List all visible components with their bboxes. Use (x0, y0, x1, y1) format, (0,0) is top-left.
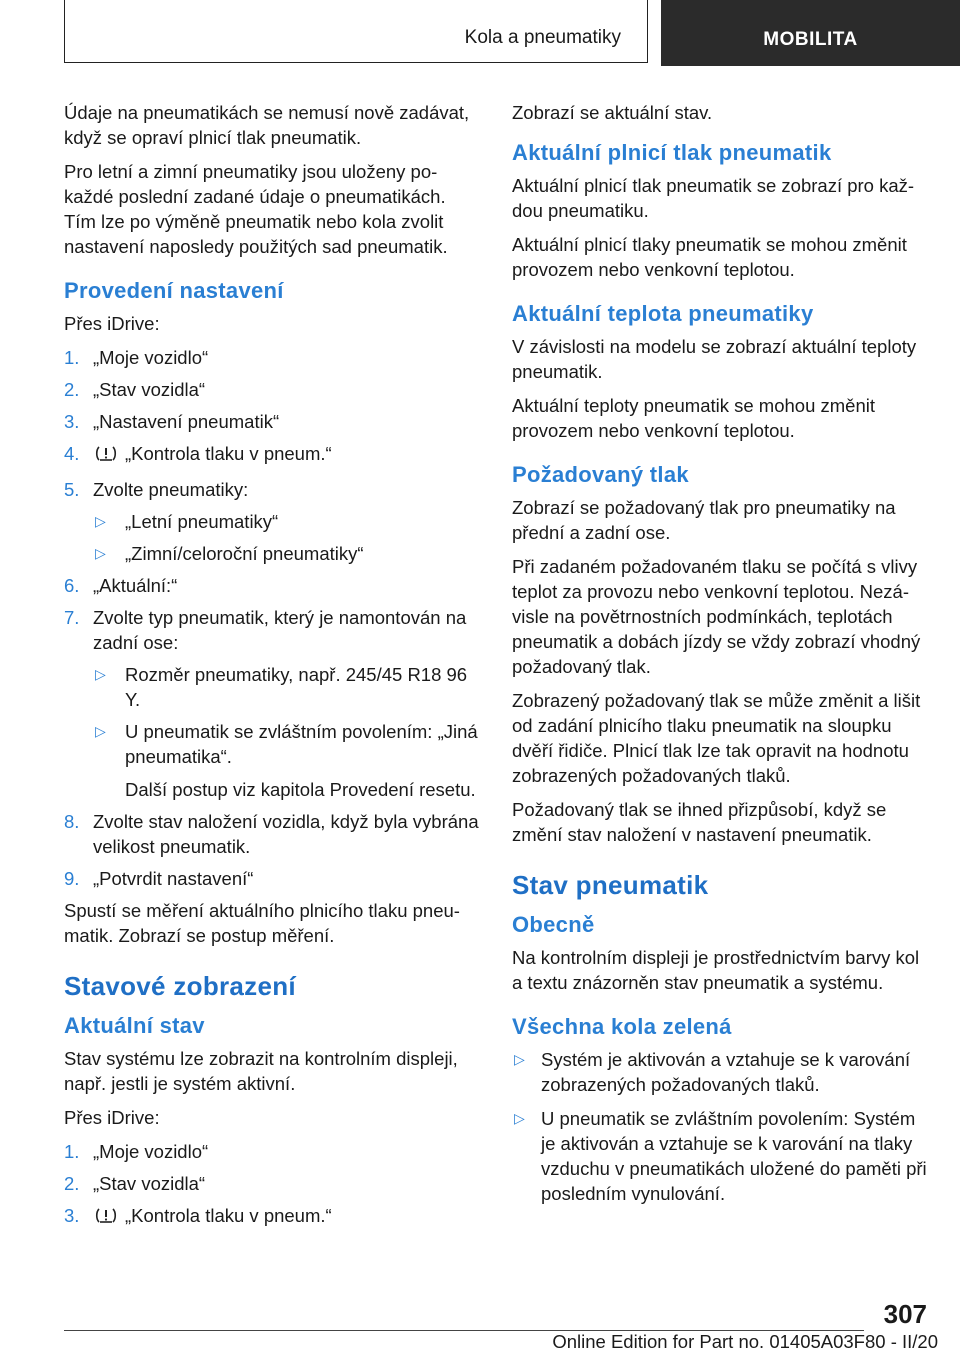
bullet-triangle-icon: ▷ (95, 666, 106, 682)
paragraph: Stav systému lze zobrazit na kontrolním displeji, např. jestli je systém aktivní. (64, 1048, 458, 1094)
sub-list-item (93, 509, 482, 534)
heading-current-pressure: Aktuální plnicí tlak pneumatik (512, 140, 832, 165)
step-text: „Moje vozidlo“ (93, 347, 209, 368)
paragraph: Aktuální plnicí tlak pneumatik se zobrazí pro kaž‐ dou pneumatiku. (512, 175, 915, 221)
step-number: 3. (64, 411, 80, 432)
step-text: „Kontrola tlaku v pneum.“ (125, 443, 332, 464)
edition-line: Online Edition for Part no. 01405A03F80 - II/20 (552, 1331, 938, 1352)
step-number: 1. (64, 347, 80, 368)
list-item (64, 441, 482, 470)
step-number: 3. (64, 1205, 80, 1226)
setup-steps (64, 345, 482, 891)
step-text: Zvolte pneumatiky: (93, 479, 249, 500)
list-item (64, 866, 482, 891)
bullet-triangle-icon: ▷ (95, 545, 106, 561)
heading-setup: Provedení nastavení (64, 278, 284, 303)
heading-current-temperature: Aktuální teplota pneumatiky (512, 301, 814, 326)
bullet-triangle-icon: ▷ (514, 1110, 525, 1126)
sub-item-text: „Letní pneumatiky“ (125, 511, 279, 532)
list-item (64, 809, 482, 859)
sub-list (93, 509, 482, 566)
paragraph: Pro letní a zimní pneumatiky jsou uloženy po‐ každé poslední zadané údaje o pneumatikách. Tím lze po výměně pneumatik nebo kola zvolit nastavení naposledy použitých sad pneumatik. (64, 161, 448, 257)
page-number: 307 (883, 1299, 927, 1329)
step-number: 9. (64, 868, 80, 889)
list-item (64, 345, 482, 370)
sub-item-text: „Zimní/celoroční pneumatiky“ (125, 543, 364, 564)
tire-pressure-warning-icon (95, 444, 117, 470)
sub-list-item (93, 541, 482, 566)
step-number: 4. (64, 443, 80, 464)
step-text: „Stav vozidla“ (93, 379, 206, 400)
heading-all-wheels-green: Všechna kola zelená (512, 1014, 732, 1039)
sub-item-text: Rozměr pneumatiky, např. 245/45 R18 96 Y. (125, 664, 468, 710)
heading-status-display: Stavové zobrazení (64, 971, 296, 1001)
bullet-triangle-icon: ▷ (514, 1051, 525, 1067)
step-text: „Potvrdit nastavení“ (93, 868, 254, 889)
list-item (64, 1203, 482, 1232)
list-item (64, 377, 482, 402)
bullet-triangle-icon: ▷ (95, 723, 106, 739)
step-text: „Nastavení pneumatik“ (93, 411, 280, 432)
step-number: 2. (64, 379, 80, 400)
heading-tire-state: Stav pneumatik (512, 870, 709, 900)
heading-current-status: Aktuální stav (64, 1013, 205, 1038)
step-text: „Kontrola tlaku v pneum.“ (125, 1205, 332, 1226)
paragraph: Při zadaném požadovaném tlaku se počítá s vlivy teplot za provozu nebo venkovní teplotou. Nezá‐ visle na povětrnostních podmínkách, teplotách pneumatik a dobách jízdy se vždy zobrazí vhodný požadovaný tlak. (512, 556, 921, 677)
step-text: „Stav vozidla“ (93, 1173, 206, 1194)
right-column (512, 100, 930, 1215)
list-item (64, 409, 482, 434)
step-text: Zvolte stav naložení vozidla, když byla vybrána velikost pneumatik. (93, 811, 479, 857)
step-number: 8. (64, 811, 80, 832)
list-item (64, 605, 482, 802)
list-item (512, 1106, 930, 1206)
step-text: Zvolte typ pneumatik, který je namontován na zadní ose: (93, 607, 467, 653)
paragraph: Zobrazený požadovaný tlak se může změnit a lišit od zadání plnicího tlaku pneumatik na sloupku dvěří řidiče. Plnicí tlak lze tak opravit na hodnotu zobrazených požadovaných tlaků. (512, 690, 921, 786)
heading-target-pressure: Požadovaný tlak (512, 462, 689, 487)
heading-general: Obecně (512, 912, 595, 937)
paragraph: Přes iDrive: (64, 1107, 160, 1128)
list-item-text: U pneumatik se zvláštním povolením: Systém je aktivován a vztahuje se k varování na tlaky vzduchu v pneumatikách uložené do paměti při posledním vynulování. (541, 1108, 927, 1204)
step-number: 5. (64, 479, 80, 500)
paragraph: Přes iDrive: (64, 313, 160, 334)
list-item-text: Systém je aktivován a vztahuje se k varování zobrazených požadovaných tlaků. (541, 1049, 911, 1095)
sub-list (93, 662, 482, 802)
list-item (64, 1139, 482, 1164)
step-number: 7. (64, 607, 80, 628)
left-column (64, 100, 482, 1239)
list-item (512, 1047, 930, 1097)
page-header (0, 0, 960, 66)
header-frame (64, 0, 648, 63)
tire-pressure-warning-icon (95, 1206, 117, 1232)
chapter-tab-label: MOBILITA (763, 29, 858, 50)
status-steps (64, 1139, 482, 1232)
sub-list-item (93, 662, 482, 712)
step-text: „Aktuální:“ (93, 575, 178, 596)
paragraph: Na kontrolním displeji je prostřednictvím barvy kol a textu znázorněn stav pneumatik a systému. (512, 947, 920, 993)
paragraph: Aktuální plnicí tlaky pneumatik se mohou změnit provozem nebo venkovní teplotou. (512, 234, 907, 280)
bullet-triangle-icon: ▷ (95, 513, 106, 529)
sub-list-item (93, 719, 482, 802)
step-number: 2. (64, 1173, 80, 1194)
sub-item-text: U pneumatik se zvláštním povolením: „Jiná pneumatika“. (125, 721, 478, 767)
paragraph: Údaje na pneumatikách se nemusí nově zadávat, když se opraví plnicí tlak pneumatik. (64, 102, 470, 148)
sub-item-continuation: Další postup viz kapitola Provedení resetu. (125, 779, 476, 800)
chapter-tab (661, 0, 960, 66)
paragraph: Zobrazí se požadovaný tlak pro pneumatiky na přední a zadní ose. (512, 497, 896, 543)
step-number: 6. (64, 575, 80, 596)
list-item (64, 477, 482, 566)
paragraph: Zobrazí se aktuální stav. (512, 102, 713, 123)
paragraph: Aktuální teploty pneumatik se mohou změnit provozem nebo venkovní teplotou. (512, 395, 875, 441)
paragraph: Požadovaný tlak se ihned přizpůsobí, když se změní stav naložení v nastavení pneumatik. (512, 799, 887, 845)
list-item (64, 1171, 482, 1196)
paragraph: V závislosti na modelu se zobrazí aktuální teploty pneumatik. (512, 336, 917, 382)
section-title: Kola a pneumatiky (464, 27, 621, 48)
green-wheels-list (512, 1047, 930, 1206)
step-text: „Moje vozidlo“ (93, 1141, 209, 1162)
list-item (64, 573, 482, 598)
paragraph: Spustí se měření aktuálního plnicího tlaku pneu‐ matik. Zobrazí se postup měření. (64, 900, 460, 946)
step-number: 1. (64, 1141, 80, 1162)
